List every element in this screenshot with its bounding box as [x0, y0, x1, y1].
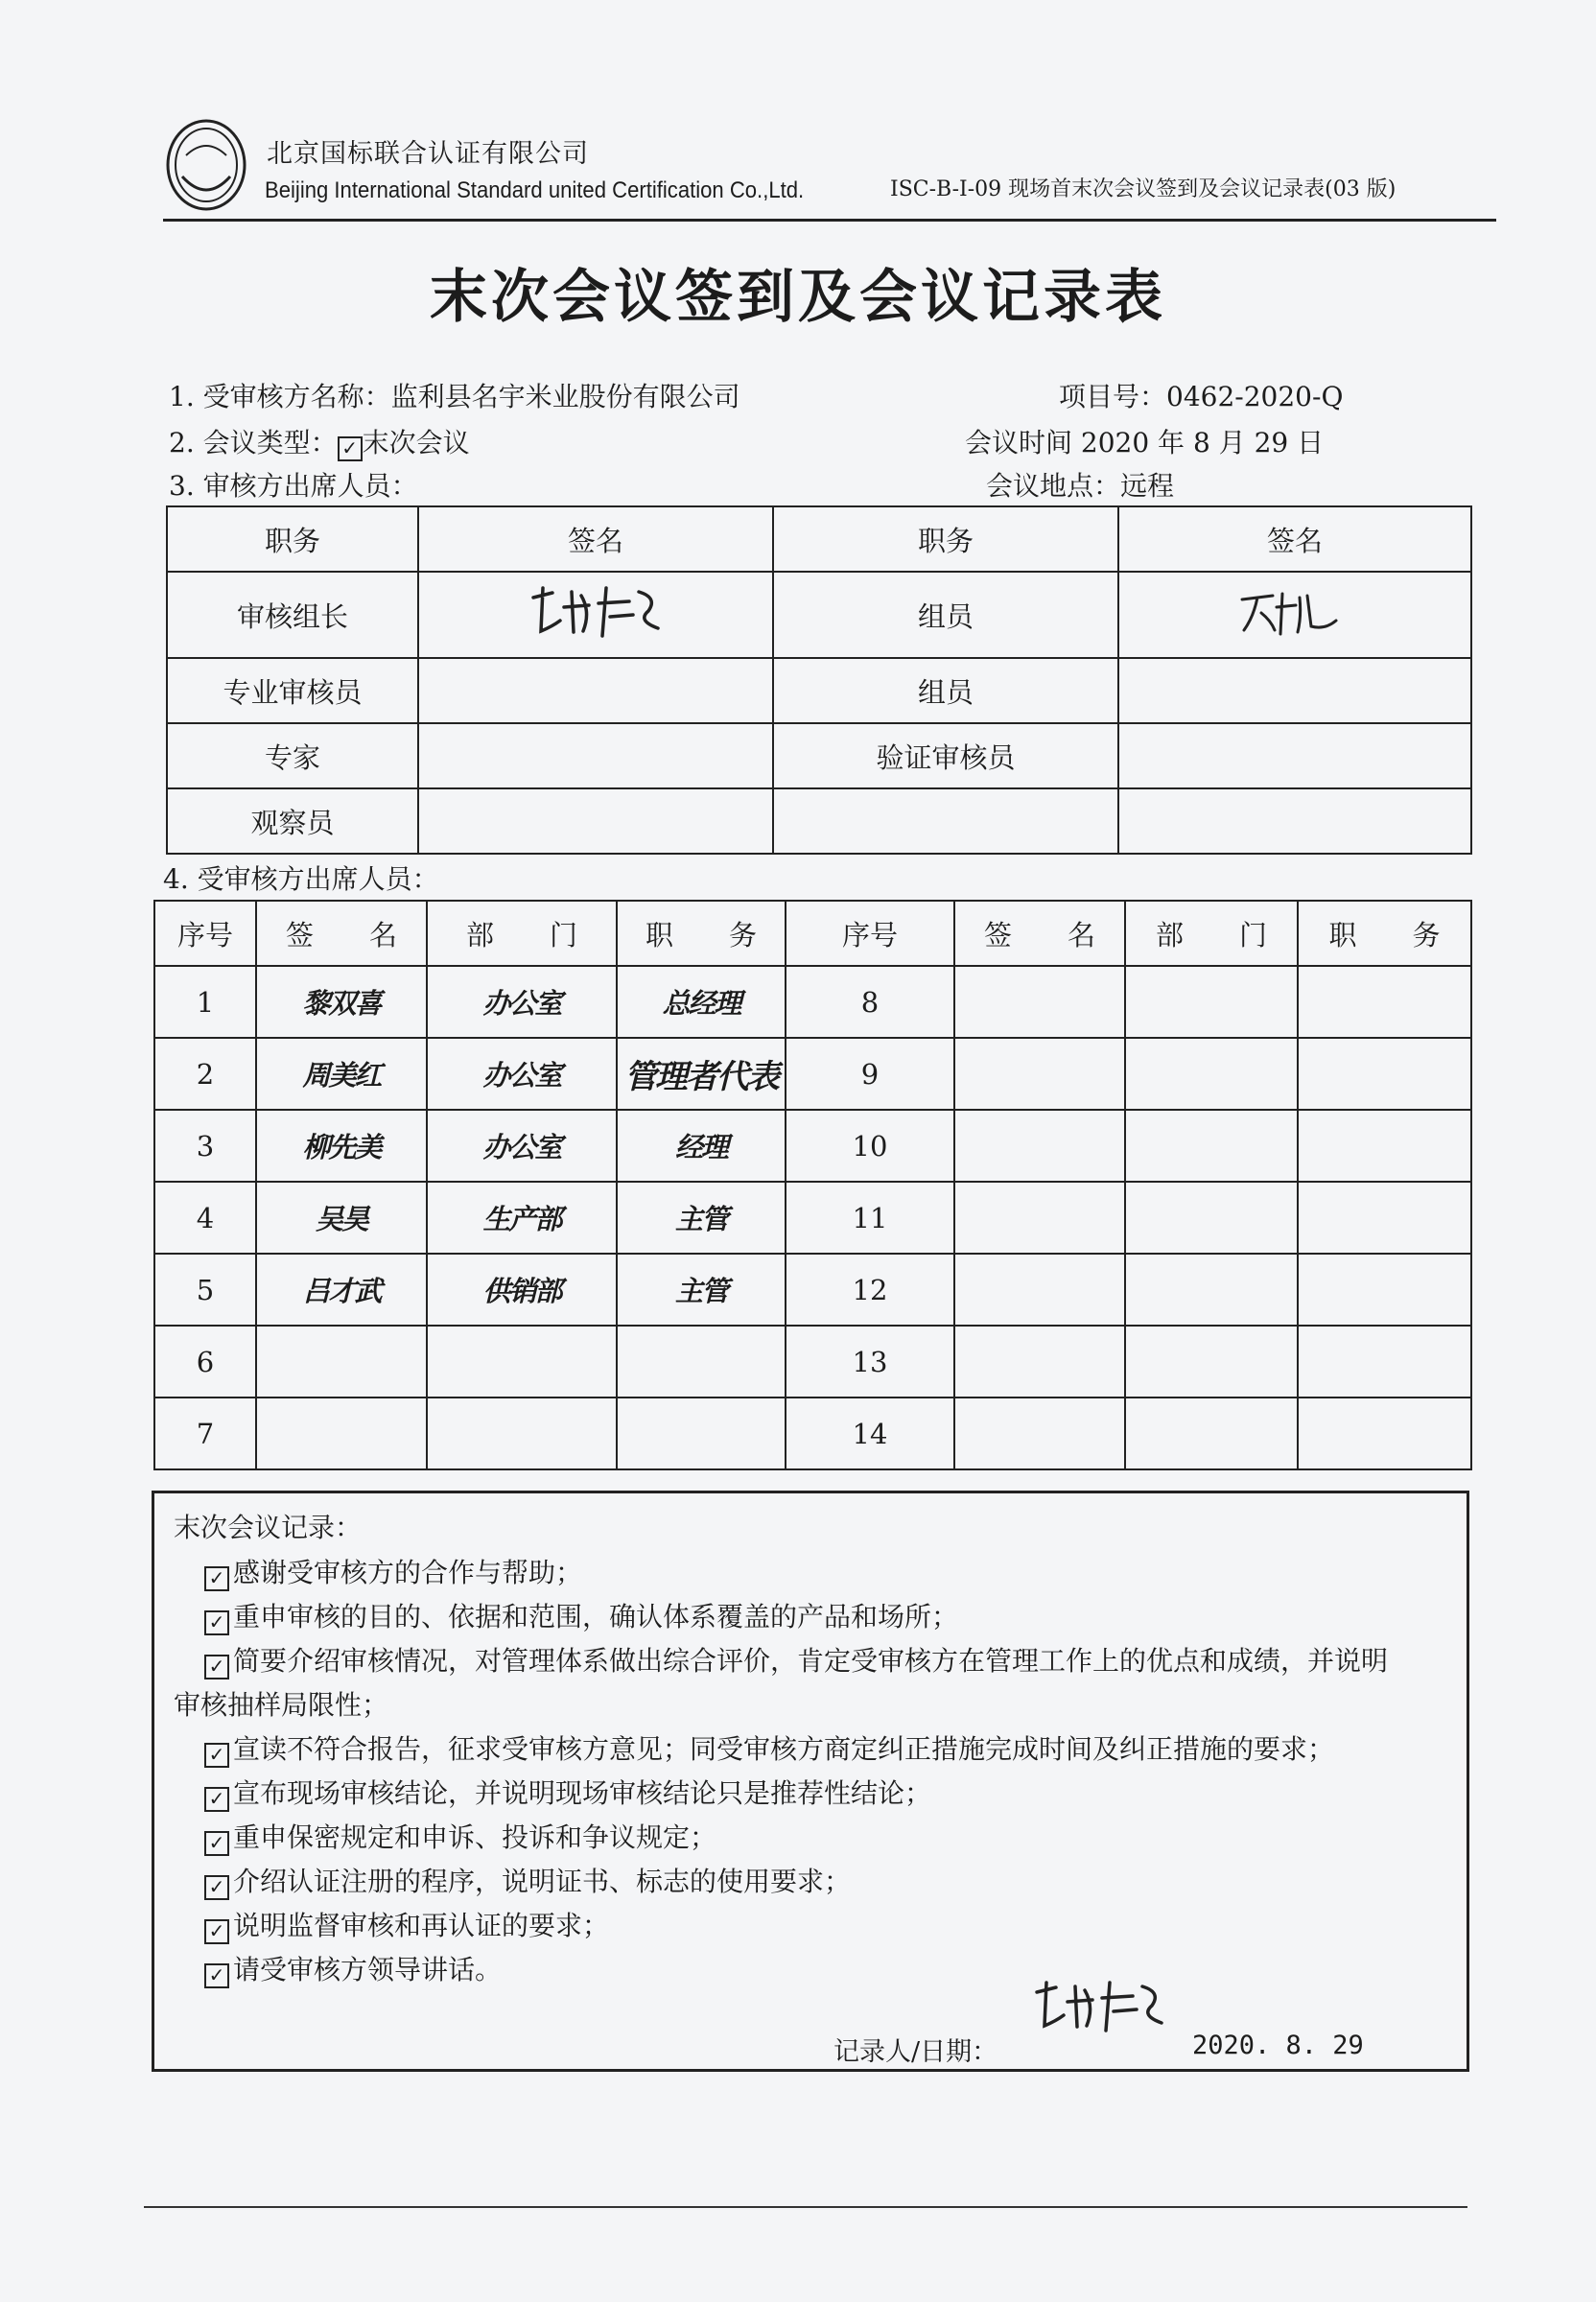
handwritten-post: 主管	[617, 1182, 786, 1254]
table-header: 签 名	[954, 901, 1125, 966]
company-name-cn: 北京国标联合认证有限公司	[267, 139, 589, 169]
row-number: 14	[786, 1398, 954, 1469]
meeting-type-value: 末次会议	[362, 427, 470, 458]
signature-cell	[418, 723, 773, 788]
table-header: 职 务	[1298, 901, 1471, 966]
note-text: 说明监督审核和再认证的要求；	[233, 1910, 610, 1941]
handwritten-dept: 办公室	[427, 966, 617, 1038]
empty-cell	[954, 1182, 1125, 1254]
company-logo	[163, 117, 249, 213]
note-text: 宣布现场审核结论，并说明现场审核结论只是推荐性结论；	[233, 1777, 932, 1809]
table-row	[154, 1398, 1471, 1469]
handwritten-post: 总经理	[617, 966, 786, 1038]
signature-cell	[1118, 658, 1471, 723]
empty-cell	[1125, 1326, 1298, 1398]
list-item	[174, 1639, 1459, 1683]
checkbox-checked-icon: ✓	[204, 1787, 229, 1812]
list-item	[174, 1551, 1459, 1595]
checkbox-checked-icon: ✓	[204, 1919, 229, 1944]
handwritten-name: 吕才武	[256, 1254, 427, 1326]
table-row	[154, 1326, 1471, 1398]
row-number: 9	[786, 1038, 954, 1110]
signature-cell	[418, 788, 773, 854]
row-number: 13	[786, 1326, 954, 1398]
handwritten-post: 主管	[617, 1254, 786, 1326]
list-item	[174, 1727, 1459, 1772]
auditee-attendees-label: 4. 受审核方出席人员：	[163, 863, 439, 895]
table-header: 签 名	[256, 901, 427, 966]
table-header: 序号	[786, 901, 954, 966]
meeting-time: 会议时间 2020 年 8 月 29 日	[965, 427, 1325, 458]
empty-cell	[1298, 966, 1471, 1038]
empty-cell	[617, 1398, 786, 1469]
empty-cell	[954, 1110, 1125, 1182]
meeting-type-label-text: 2. 会议类型：	[169, 427, 338, 458]
handwritten-signature-icon	[514, 578, 677, 646]
empty-cell	[1125, 1110, 1298, 1182]
checkbox-checked-icon: ✓	[204, 1610, 229, 1635]
table-header: 签名	[1118, 506, 1471, 572]
table-row	[154, 1038, 1471, 1110]
table-header: 部 门	[427, 901, 617, 966]
handwritten-dept: 办公室	[427, 1038, 617, 1110]
table-header: 职务	[167, 506, 418, 572]
note-text: 请受审核方领导讲话。	[233, 1954, 503, 1985]
empty-cell	[1298, 1182, 1471, 1254]
handwritten-post: 管理者代表	[617, 1038, 786, 1110]
note-text: 感谢受审核方的合作与帮助；	[233, 1557, 583, 1588]
note-text: 介绍认证注册的程序，说明证书、标志的使用要求；	[233, 1866, 852, 1897]
handwritten-signature-icon	[1018, 1973, 1181, 2040]
footer-divider	[144, 2206, 1467, 2208]
list-item	[174, 1860, 1459, 1904]
handwritten-dept: 供销部	[427, 1254, 617, 1326]
page-title: 末次会议签到及会议记录表	[430, 264, 1166, 331]
empty-cell	[1298, 1326, 1471, 1398]
row-number: 12	[786, 1254, 954, 1326]
checkbox-checked-icon: ✓	[338, 436, 363, 461]
role-cell: 组员	[773, 572, 1118, 658]
auditor-attendees-label: 3. 审核方出席人员：	[169, 470, 418, 502]
auditor-attendance-table	[166, 505, 1472, 855]
handwritten-post: 经理	[617, 1110, 786, 1182]
empty-cell	[1125, 966, 1298, 1038]
role-cell: 专业审核员	[167, 658, 418, 723]
table-row	[154, 1182, 1471, 1254]
role-cell: 组员	[773, 658, 1118, 723]
handwritten-dept: 生产部	[427, 1182, 617, 1254]
signature-cell	[1118, 723, 1471, 788]
empty-cell	[427, 1326, 617, 1398]
row-number: 3	[154, 1110, 256, 1182]
note-text: 审核抽样局限性；	[174, 1689, 389, 1721]
empty-cell	[1298, 1254, 1471, 1326]
table-header: 职 务	[617, 901, 786, 966]
empty-cell	[1125, 1254, 1298, 1326]
note-text: 宣读不符合报告，征求受审核方意见；同受审核方商定纠正措施完成时间及纠正措施的要求；	[233, 1733, 1335, 1765]
empty-cell	[1298, 1038, 1471, 1110]
list-item	[174, 1904, 1459, 1948]
meeting-type-label	[169, 422, 470, 460]
checkbox-checked-icon: ✓	[204, 1875, 229, 1900]
row-number: 8	[786, 966, 954, 1038]
table-header: 职务	[773, 506, 1118, 572]
role-cell: 专家	[167, 723, 418, 788]
list-item-continuation	[174, 1683, 1459, 1727]
signature-cell	[418, 658, 773, 723]
auditee-name-line: 1. 受审核方名称：监利县名宇米业股份有限公司	[169, 381, 740, 412]
empty-cell	[427, 1398, 617, 1469]
empty-cell	[1125, 1038, 1298, 1110]
checkbox-checked-icon: ✓	[204, 1655, 229, 1680]
empty-cell	[954, 966, 1125, 1038]
table-header: 序号	[154, 901, 256, 966]
signature-member	[1118, 572, 1471, 658]
handwritten-name: 周美红	[256, 1038, 427, 1110]
handwritten-dept: 办公室	[427, 1110, 617, 1182]
table-header: 签名	[418, 506, 773, 572]
signature-team-leader	[418, 572, 773, 658]
company-name-en: Beijing International Standard united Certification Co.,Ltd.	[265, 177, 805, 203]
header-divider	[163, 219, 1496, 222]
role-cell: 验证审核员	[773, 723, 1118, 788]
handwritten-signature-icon	[1232, 578, 1357, 646]
recorder-label: 记录人/日期：	[833, 2037, 998, 2067]
list-item	[174, 1816, 1459, 1860]
meeting-place: 会议地点：远程	[986, 470, 1175, 502]
empty-cell	[954, 1398, 1125, 1469]
role-cell: 观察员	[167, 788, 418, 854]
row-number: 10	[786, 1110, 954, 1182]
handwritten-name: 黎双喜	[256, 966, 427, 1038]
table-header: 部 门	[1125, 901, 1298, 966]
list-item	[174, 1595, 1459, 1639]
role-cell: 审核组长	[167, 572, 418, 658]
auditee-attendance-table	[153, 900, 1472, 1470]
project-number: 项目号：0462-2020-Q	[1059, 381, 1344, 412]
empty-cell	[954, 1326, 1125, 1398]
notes-title: 末次会议记录：	[174, 1512, 363, 1543]
empty-cell	[256, 1398, 427, 1469]
role-cell	[773, 788, 1118, 854]
checkbox-checked-icon: ✓	[204, 1831, 229, 1856]
row-number: 6	[154, 1326, 256, 1398]
empty-cell	[1298, 1398, 1471, 1469]
form-code: ISC-B-I-09 现场首末次会议签到及会议记录表(03 版)	[890, 177, 1396, 201]
handwritten-name: 柳先美	[256, 1110, 427, 1182]
handwritten-name: 吴昊	[256, 1182, 427, 1254]
row-number: 11	[786, 1182, 954, 1254]
list-item	[174, 1948, 1459, 1992]
empty-cell	[1125, 1182, 1298, 1254]
note-text: 重申保密规定和申诉、投诉和争议规定；	[233, 1821, 717, 1853]
checkbox-checked-icon: ✓	[204, 1743, 229, 1768]
empty-cell	[256, 1326, 427, 1398]
note-text: 重申审核的目的、依据和范围，确认体系覆盖的产品和场所；	[233, 1601, 959, 1633]
checkbox-checked-icon: ✓	[204, 1566, 229, 1591]
empty-cell	[1125, 1398, 1298, 1469]
table-row	[154, 966, 1471, 1038]
empty-cell	[617, 1326, 786, 1398]
row-number: 7	[154, 1398, 256, 1469]
meeting-notes-box	[152, 1491, 1469, 2072]
list-item	[174, 1772, 1459, 1816]
table-row	[154, 1110, 1471, 1182]
signature-cell	[1118, 788, 1471, 854]
row-number: 2	[154, 1038, 256, 1110]
row-number: 5	[154, 1254, 256, 1326]
empty-cell	[1298, 1110, 1471, 1182]
row-number: 4	[154, 1182, 256, 1254]
record-date: 2020. 8. 29	[1192, 2031, 1364, 2060]
checkbox-checked-icon: ✓	[204, 1963, 229, 1988]
note-text: 简要介绍审核情况，对管理体系做出综合评价，肯定受审核方在管理工作上的优点和成绩，并说明	[233, 1645, 1389, 1677]
row-number: 1	[154, 966, 256, 1038]
empty-cell	[954, 1254, 1125, 1326]
empty-cell	[954, 1038, 1125, 1110]
table-row	[154, 1254, 1471, 1326]
notes-list	[174, 1551, 1459, 1992]
